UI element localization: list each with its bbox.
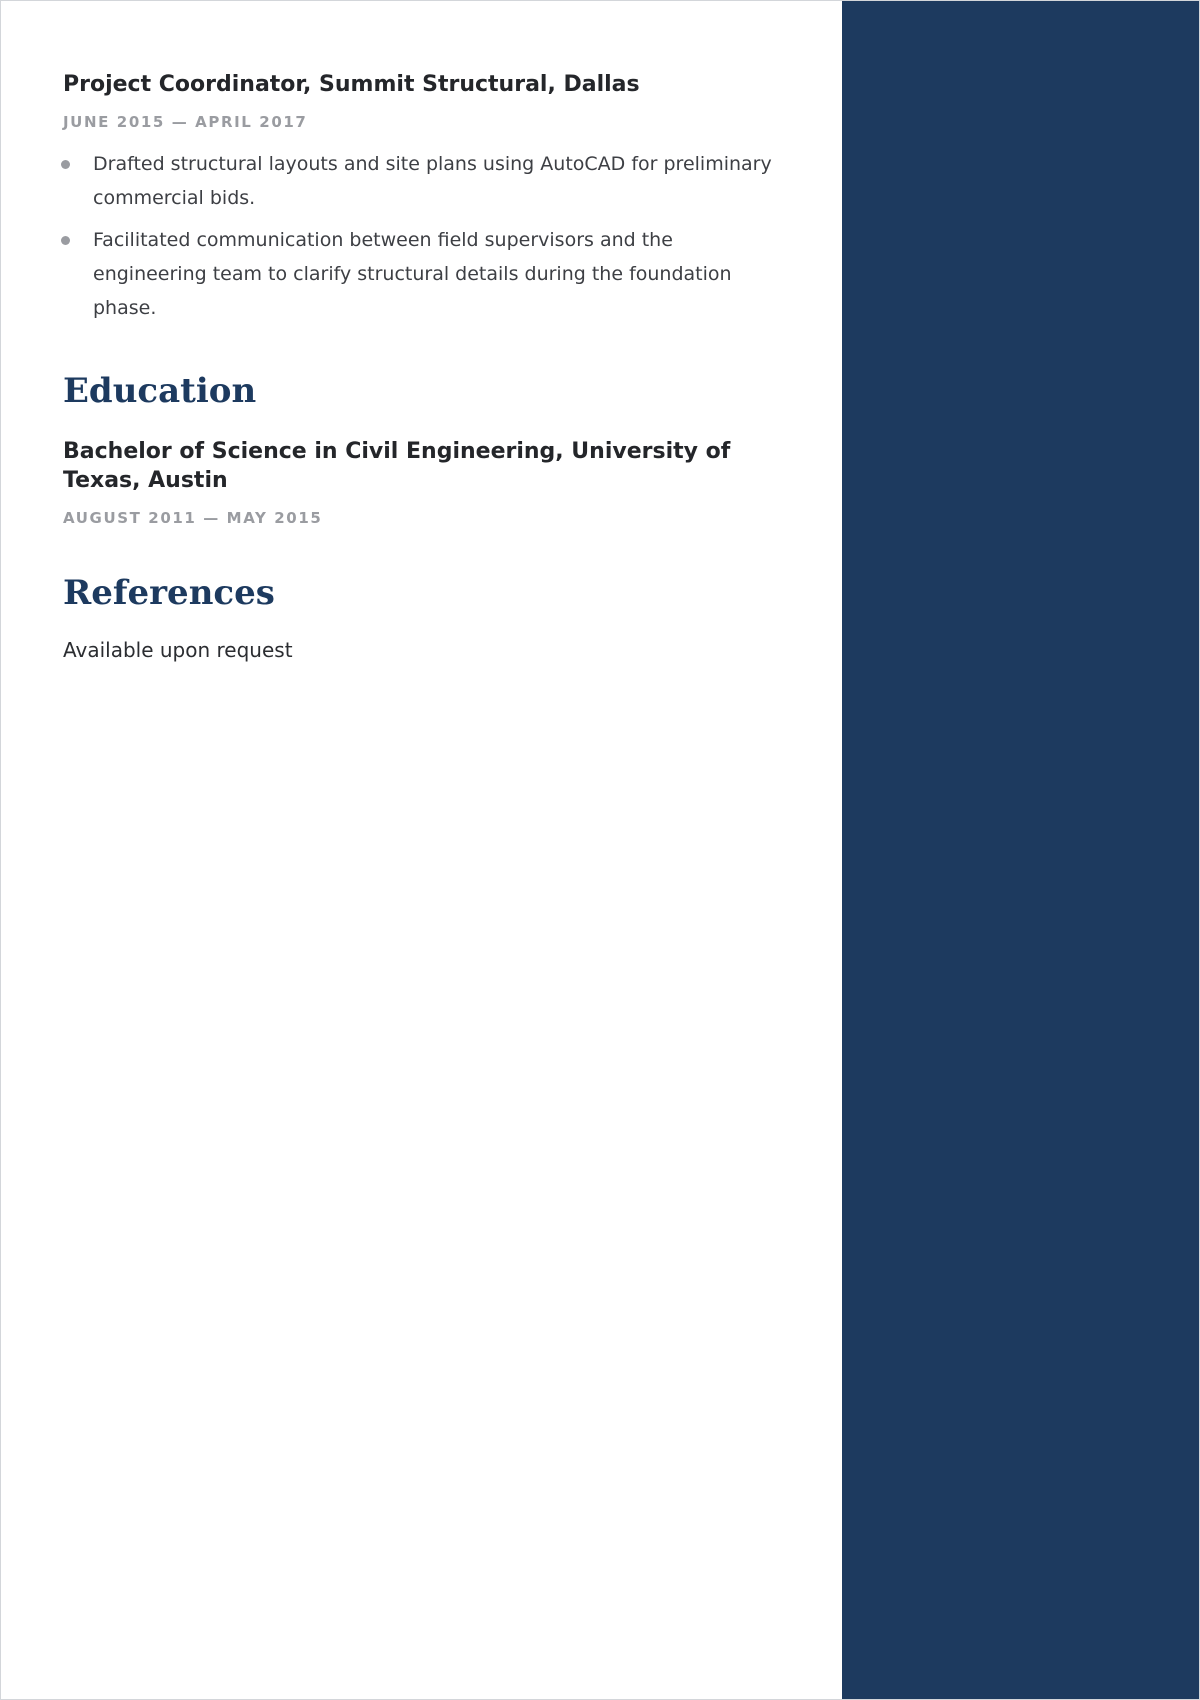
job-bullet	[63, 223, 783, 325]
main-column	[63, 71, 783, 662]
references-heading: References	[63, 573, 275, 614]
education-entry	[63, 437, 783, 527]
education-heading: Education	[63, 370, 257, 411]
bullet-dot-icon	[61, 236, 70, 245]
sidebar-panel	[842, 1, 1199, 1699]
job-bullet	[63, 147, 783, 215]
job-bullet-text: Drafted structural layouts and site plans using AutoCAD for preliminary commercial bids.	[93, 152, 772, 209]
bullet-dot-icon	[61, 160, 70, 169]
job-bullet-list	[63, 147, 783, 325]
job-title: Project Coordinator, Summit Structural, Dallas	[63, 72, 640, 97]
degree-title: Bachelor of Science in Civil Engineering, University of Texas, Austin	[63, 439, 731, 494]
job-date-range: JUNE 2015 — APRIL 2017	[63, 112, 308, 131]
references-text: Available upon request	[63, 638, 293, 663]
education-date-range: AUGUST 2011 — MAY 2015	[63, 509, 323, 528]
experience-entry	[63, 71, 783, 325]
job-bullet-text: Facilitated communication between field supervisors and the engineering team to clarify structural details during the foundation phase.	[93, 228, 732, 319]
